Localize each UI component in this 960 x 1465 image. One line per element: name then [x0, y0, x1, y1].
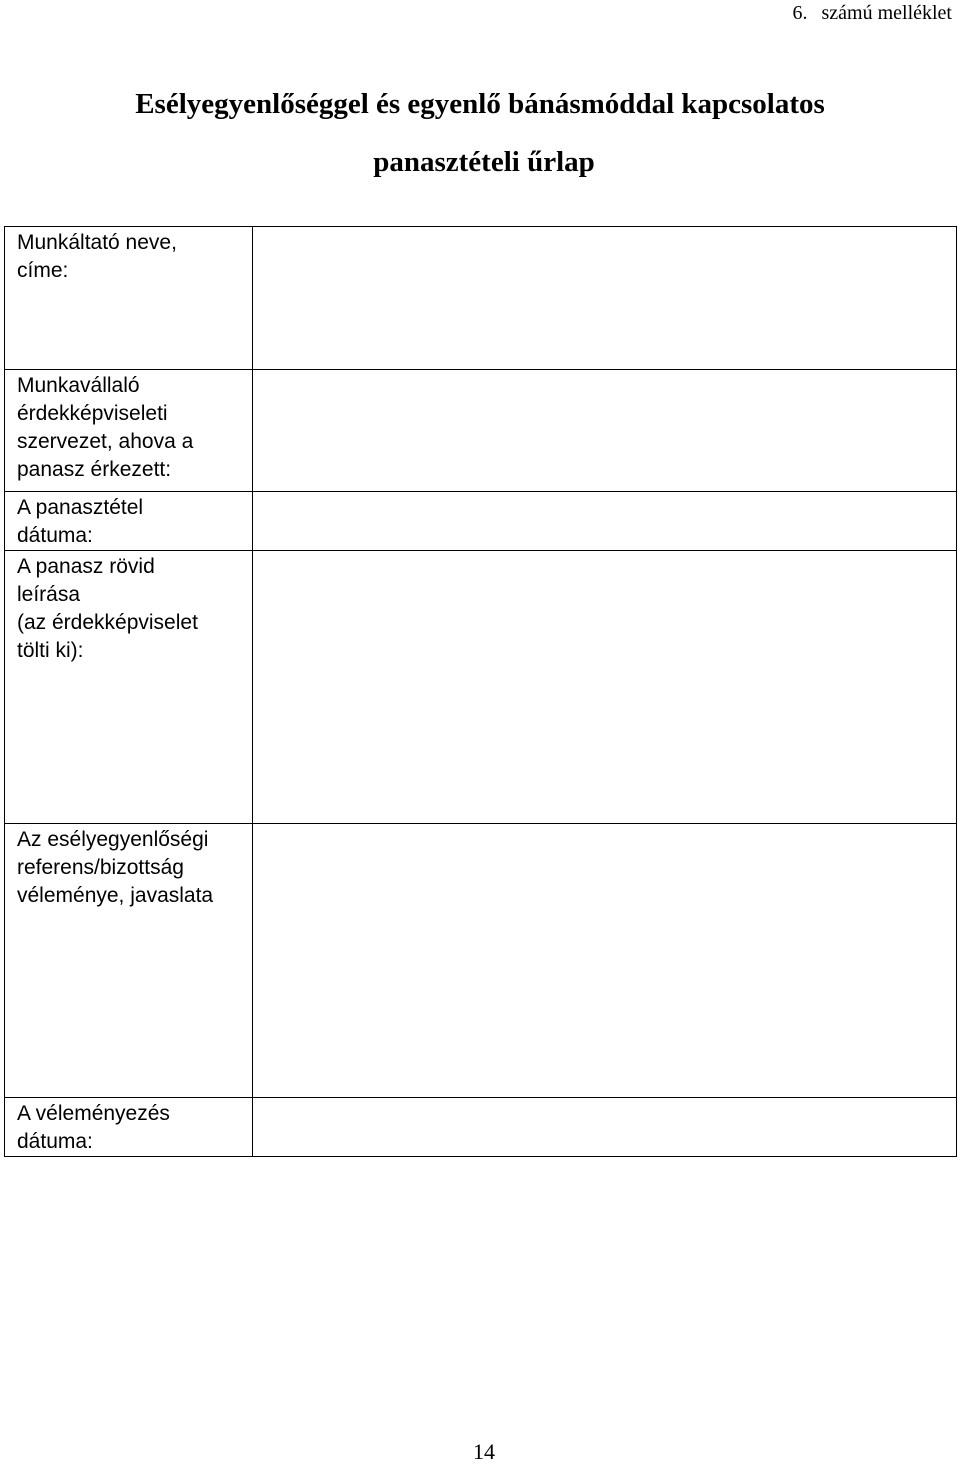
form-row-opinion — [5, 824, 957, 1098]
label-representation-org: Munkavállaló érdekképviseleti szervezet, ahova a panasz érkezett: — [5, 370, 253, 492]
label-complaint-date: A panasztétel dátuma: — [5, 492, 253, 551]
form-row-opinion-date — [5, 1098, 957, 1157]
field-opinion[interactable] — [253, 824, 957, 1098]
form-row-complaint-date — [5, 492, 957, 551]
annex-text: számú melléklet — [821, 2, 952, 24]
field-complaint-date[interactable] — [253, 492, 957, 551]
field-opinion-date[interactable] — [253, 1098, 957, 1157]
label-employer-name-address: Munkáltató neve, címe: — [5, 227, 253, 370]
label-opinion: Az esélyegyenlőségi referens/bizottság véleménye, javaslata — [5, 824, 253, 1098]
form-row-complaint-description — [5, 551, 957, 824]
annex-number: 6. — [792, 2, 808, 24]
page-title-line-2: panasztételi űrlap — [373, 146, 595, 178]
complaint-form-table — [4, 226, 957, 1157]
page-title-line-1: Esélyegyenlőséggel és egyenlő bánásmóddal kapcsolatos — [135, 88, 825, 120]
annex-label — [792, 2, 952, 25]
form-row-employer — [5, 227, 957, 370]
field-complaint-description[interactable] — [253, 551, 957, 824]
field-employer-name-address[interactable] — [253, 227, 957, 370]
field-representation-org[interactable] — [253, 370, 957, 492]
page-number: 14 — [473, 1439, 495, 1464]
label-opinion-date: A véleményezés dátuma: — [5, 1098, 253, 1157]
form-row-representation — [5, 370, 957, 492]
label-complaint-description: A panasz rövid leírása (az érdekképviselet tölti ki): — [5, 551, 253, 824]
